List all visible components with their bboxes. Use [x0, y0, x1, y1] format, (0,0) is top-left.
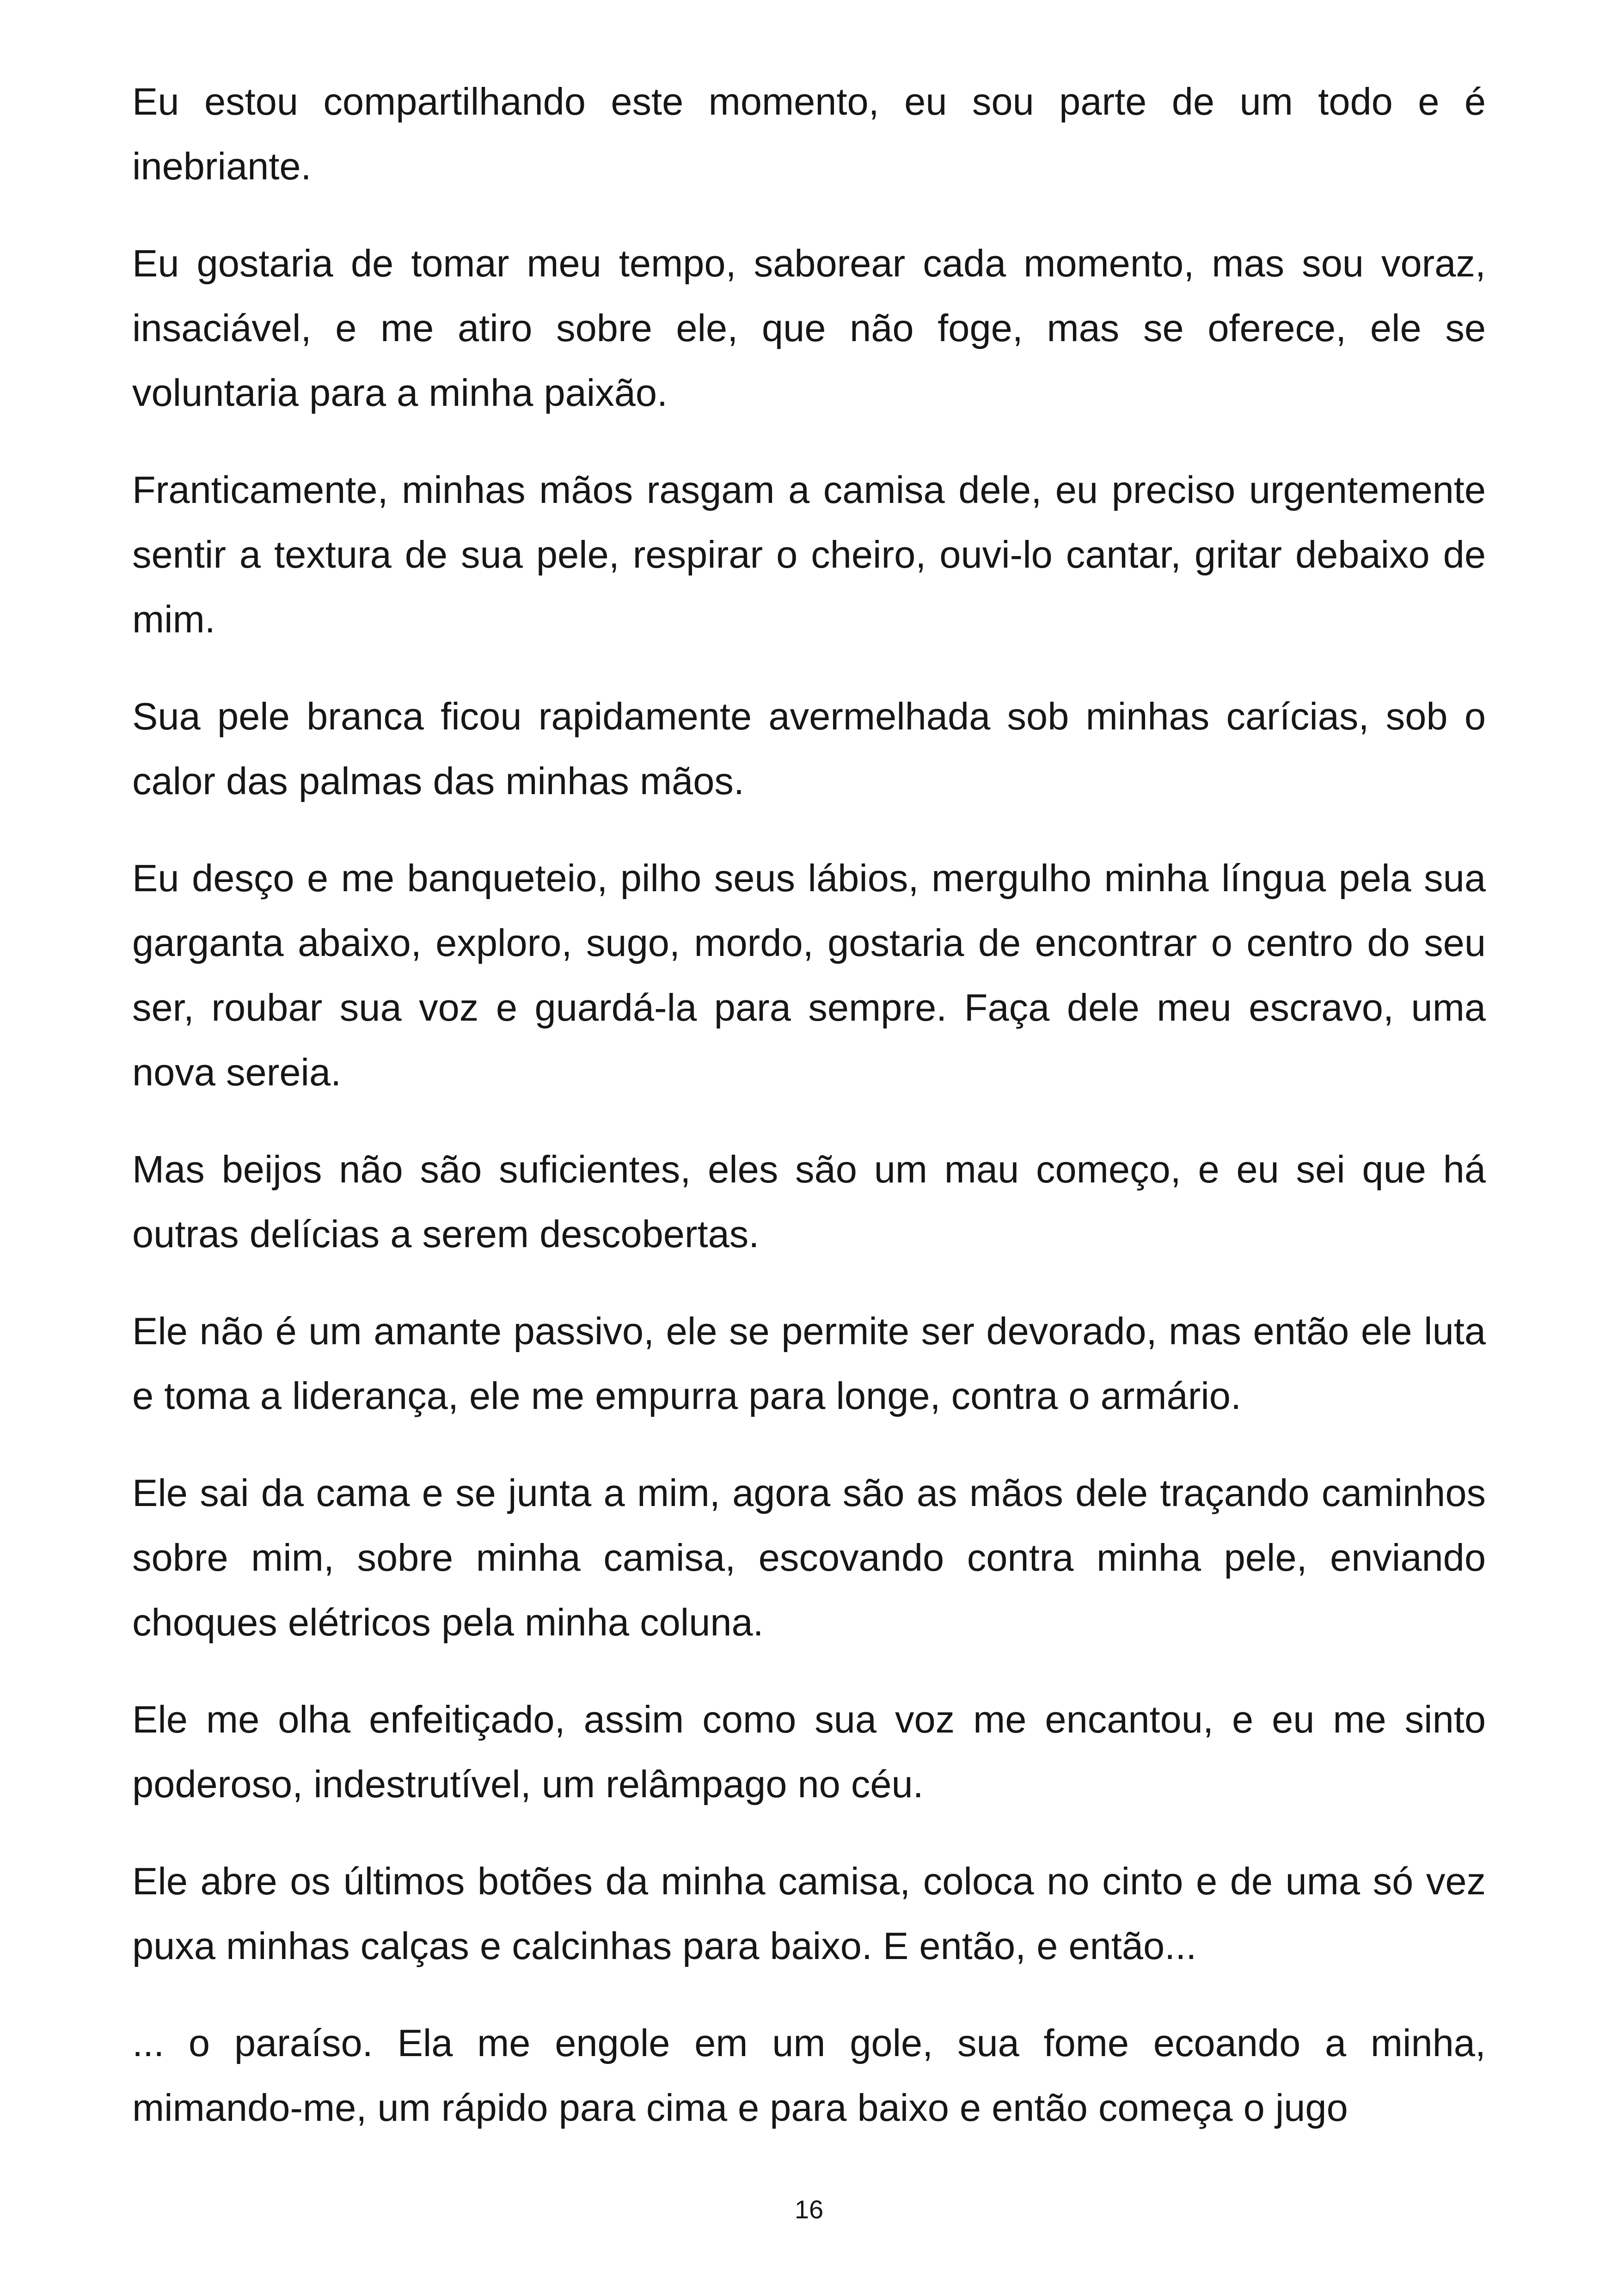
paragraph: ... o paraíso. Ela me engole em um gole, sua fome ecoando a minha, mimando-me, um rápido para cima e para baixo e então começa o jugo	[132, 2021, 1486, 2129]
body-text	[132, 69, 1486, 2173]
paragraph: Sua pele branca ficou rapidamente avermelhada sob minhas carícias, sob o calor das palmas das minhas mãos.	[132, 695, 1486, 802]
paragraph: Mas beijos não são suficientes, eles são um mau começo, e eu sei que há outras delícias a serem descobertas.	[132, 1148, 1486, 1255]
paragraph: Ele me olha enfeitiçado, assim como sua voz me encantou, e eu me sinto poderoso, indestrutível, um relâmpago no céu.	[132, 1698, 1486, 1806]
paragraph: Ele não é um amante passivo, ele se permite ser devorado, mas então ele luta e toma a liderança, ele me empurra para longe, contra o armário.	[132, 1310, 1486, 1417]
page-number: 16	[794, 2195, 824, 2224]
paragraph: Franticamente, minhas mãos rasgam a camisa dele, eu preciso urgentemente sentir a textura de sua pele, respirar o cheiro, ouvi-lo cantar, gritar debaixo de mim.	[132, 468, 1486, 641]
paragraph: Eu desço e me banqueteio, pilho seus lábios, mergulho minha língua pela sua garganta abaixo, exploro, sugo, mordo, gostaria de encontrar o centro do seu ser, roubar sua voz e guardá-la para sempre. Faça dele meu escravo, uma nova sereia.	[132, 857, 1486, 1094]
paragraph: Eu estou compartilhando este momento, eu sou parte de um todo e é inebriante.	[132, 80, 1486, 188]
paragraph: Ele sai da cama e se junta a mim, agora são as mãos dele traçando caminhos sobre mim, sobre minha camisa, escovando contra minha pele, enviando choques elétricos pela minha coluna.	[132, 1471, 1486, 1644]
paragraph: Eu gostaria de tomar meu tempo, saborear cada momento, mas sou voraz, insaciável, e me atiro sobre ele, que não foge, mas se oferece, ele se voluntaria para a minha paixão.	[132, 242, 1486, 414]
paragraph: Ele abre os últimos botões da minha camisa, coloca no cinto e de uma só vez puxa minhas calças e calcinhas para baixo. E então, e então...	[132, 1860, 1486, 1967]
